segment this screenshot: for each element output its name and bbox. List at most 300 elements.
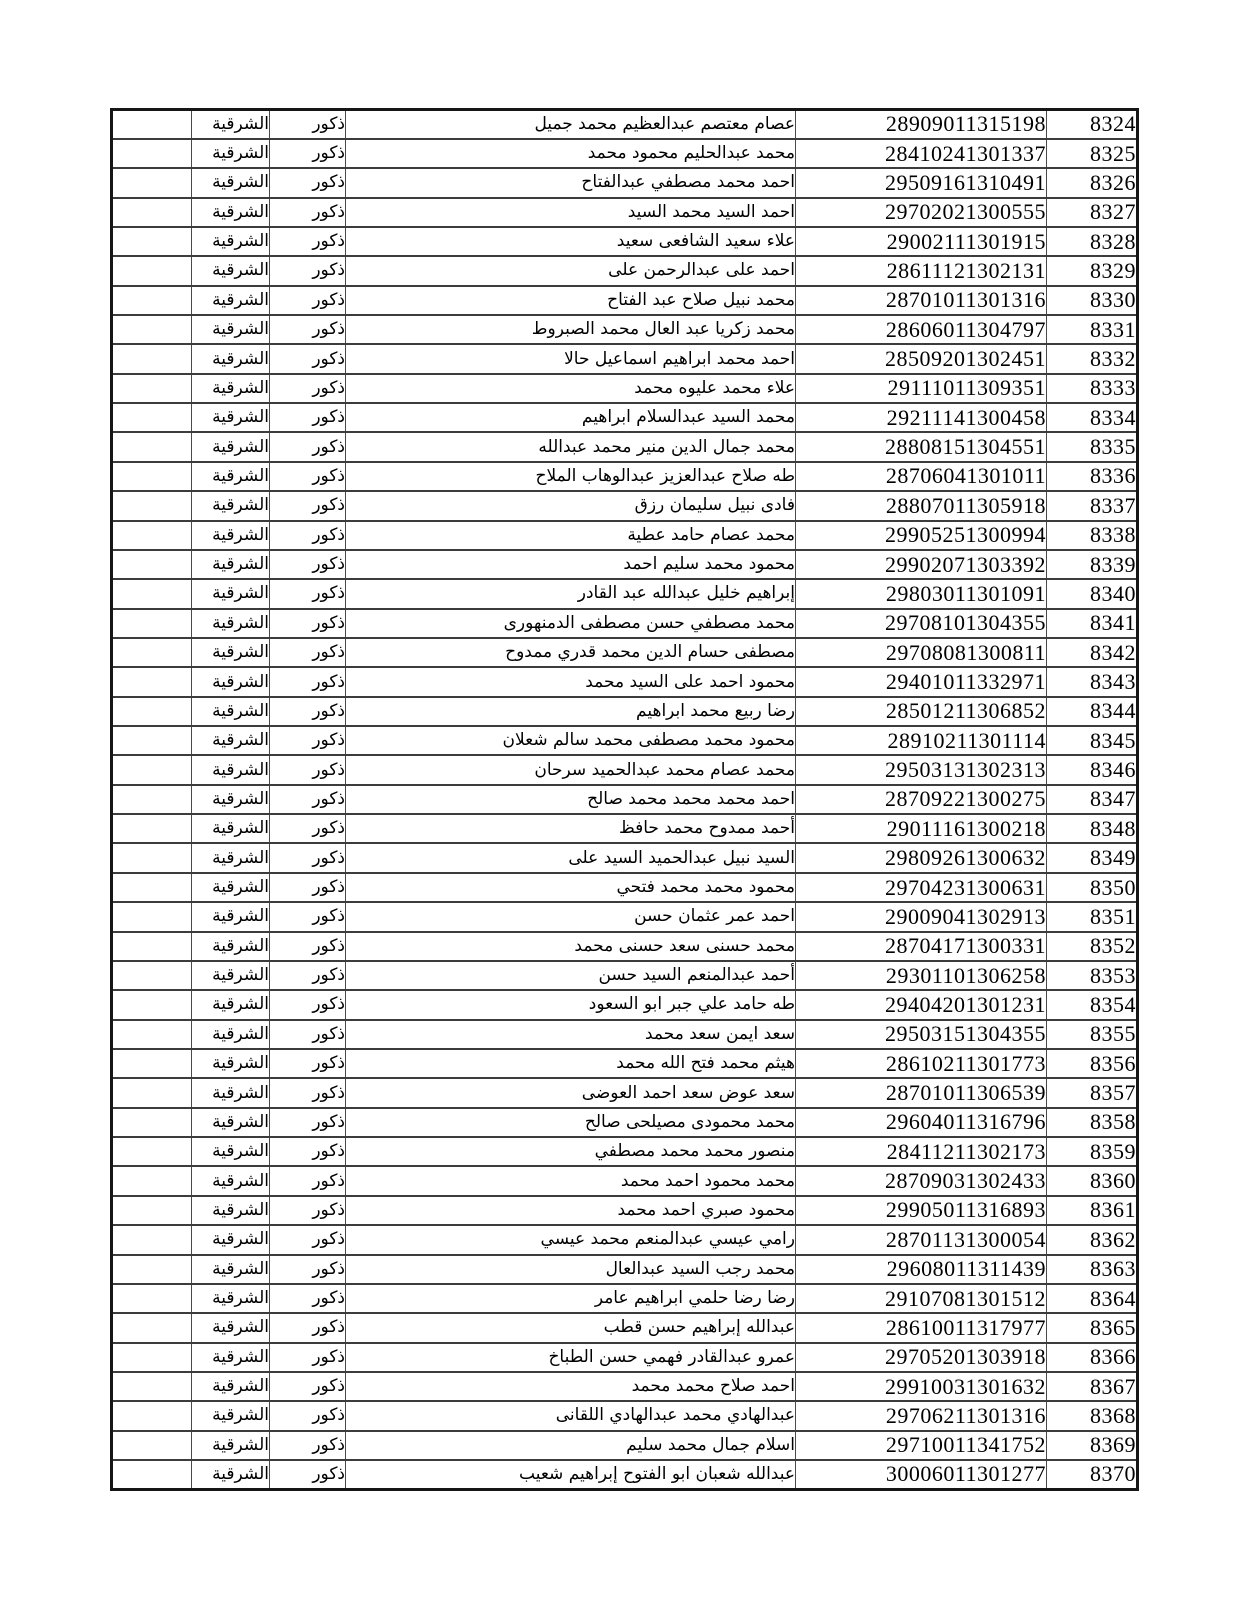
serial-cell: 8368 (1047, 1401, 1138, 1430)
name-cell: علاء سعيد الشافعى سعيد (346, 227, 796, 256)
name-cell: احمد صلاح محمد محمد (346, 1372, 796, 1401)
national-id-cell: 28701011301316 (796, 286, 1047, 315)
name-cell: عبدالله شعبان ابو الفتوح إبراهيم شعيب (346, 1460, 796, 1489)
gender-cell: ذكور (270, 521, 346, 550)
governorate-cell: الشرقية (192, 1431, 270, 1460)
empty-cell (112, 139, 192, 168)
table-row (112, 609, 1138, 638)
name-cell: أحمد عبدالمنعم السيد حسن (346, 961, 796, 990)
national-id-cell: 28701011306539 (796, 1078, 1047, 1107)
serial-cell: 8346 (1047, 755, 1138, 784)
national-id-cell: 28611121302131 (796, 256, 1047, 285)
national-id-cell: 29705201303918 (796, 1343, 1047, 1372)
name-cell: احمد السيد محمد السيد (346, 198, 796, 227)
serial-cell: 8359 (1047, 1137, 1138, 1166)
table-row (112, 374, 1138, 403)
gender-cell: ذكور (270, 491, 346, 520)
national-id-cell: 28411211302173 (796, 1137, 1047, 1166)
serial-cell: 8334 (1047, 403, 1138, 432)
table-row (112, 1255, 1138, 1284)
governorate-cell: الشرقية (192, 990, 270, 1019)
empty-cell (112, 1284, 192, 1313)
table-row (112, 814, 1138, 843)
table-row (112, 1049, 1138, 1078)
gender-cell: ذكور (270, 1166, 346, 1195)
national-id-cell: 28610211301773 (796, 1049, 1047, 1078)
serial-cell: 8369 (1047, 1431, 1138, 1460)
serial-cell: 8358 (1047, 1108, 1138, 1137)
serial-cell: 8338 (1047, 521, 1138, 550)
table-row (112, 990, 1138, 1019)
empty-cell (112, 1020, 192, 1049)
name-cell: طه حامد علي جبر ابو السعود (346, 990, 796, 1019)
governorate-cell: الشرقية (192, 139, 270, 168)
gender-cell: ذكور (270, 843, 346, 872)
empty-cell (112, 1343, 192, 1372)
name-cell: محمد حسنى سعد حسنى محمد (346, 932, 796, 961)
serial-cell: 8330 (1047, 286, 1138, 315)
table-row (112, 1313, 1138, 1342)
empty-cell (112, 1166, 192, 1195)
serial-cell: 8337 (1047, 491, 1138, 520)
table-row (112, 1225, 1138, 1254)
name-cell: محمد مصطفي حسن مصطفى الدمنهورى (346, 609, 796, 638)
gender-cell: ذكور (270, 1343, 346, 1372)
table-row (112, 432, 1138, 461)
gender-cell: ذكور (270, 462, 346, 491)
governorate-cell: الشرقية (192, 1460, 270, 1489)
governorate-cell: الشرقية (192, 1196, 270, 1225)
gender-cell: ذكور (270, 403, 346, 432)
governorate-cell: الشرقية (192, 1078, 270, 1107)
gender-cell: ذكور (270, 1108, 346, 1137)
name-cell: السيد نبيل عبدالحميد السيد على (346, 843, 796, 872)
national-id-cell: 29905011316893 (796, 1196, 1047, 1225)
national-id-cell: 29301101306258 (796, 961, 1047, 990)
table-row (112, 1284, 1138, 1313)
gender-cell: ذكور (270, 638, 346, 667)
empty-cell (112, 726, 192, 755)
serial-cell: 8336 (1047, 462, 1138, 491)
table-row (112, 198, 1138, 227)
serial-cell: 8355 (1047, 1020, 1138, 1049)
name-cell: رضا رضا حلمي ابراهيم عامر (346, 1284, 796, 1313)
gender-cell: ذكور (270, 814, 346, 843)
empty-cell (112, 550, 192, 579)
governorate-cell: الشرقية (192, 1313, 270, 1342)
gender-cell: ذكور (270, 755, 346, 784)
empty-cell (112, 990, 192, 1019)
gender-cell: ذكور (270, 961, 346, 990)
gender-cell: ذكور (270, 1401, 346, 1430)
governorate-cell: الشرقية (192, 843, 270, 872)
gender-cell: ذكور (270, 785, 346, 814)
serial-cell: 8361 (1047, 1196, 1138, 1225)
table-row (112, 1343, 1138, 1372)
gender-cell: ذكور (270, 168, 346, 197)
name-cell: محمود صبري احمد محمد (346, 1196, 796, 1225)
serial-cell: 8363 (1047, 1255, 1138, 1284)
name-cell: احمد محمد ابراهيم اسماعيل حالا (346, 344, 796, 373)
national-id-cell: 29809261300632 (796, 843, 1047, 872)
governorate-cell: الشرقية (192, 286, 270, 315)
empty-cell (112, 902, 192, 931)
empty-cell (112, 110, 192, 139)
empty-cell (112, 814, 192, 843)
gender-cell: ذكور (270, 1431, 346, 1460)
table-row (112, 286, 1138, 315)
table-row (112, 873, 1138, 902)
national-id-cell: 28509201302451 (796, 344, 1047, 373)
name-cell: احمد عمر عثمان حسن (346, 902, 796, 931)
gender-cell: ذكور (270, 609, 346, 638)
national-id-cell: 28610011317977 (796, 1313, 1047, 1342)
governorate-cell: الشرقية (192, 873, 270, 902)
governorate-cell: الشرقية (192, 168, 270, 197)
empty-cell (112, 256, 192, 285)
governorate-cell: الشرقية (192, 961, 270, 990)
governorate-cell: الشرقية (192, 814, 270, 843)
empty-cell (112, 432, 192, 461)
national-id-cell: 30006011301277 (796, 1460, 1047, 1489)
national-id-cell: 29706211301316 (796, 1401, 1047, 1430)
national-id-cell: 28606011304797 (796, 315, 1047, 344)
serial-cell: 8354 (1047, 990, 1138, 1019)
national-id-cell: 29710011341752 (796, 1431, 1047, 1460)
empty-cell (112, 755, 192, 784)
table-row (112, 256, 1138, 285)
serial-cell: 8327 (1047, 198, 1138, 227)
serial-cell: 8328 (1047, 227, 1138, 256)
name-cell: فادى نبيل سليمان رزق (346, 491, 796, 520)
governorate-cell: الشرقية (192, 638, 270, 667)
table-row (112, 1372, 1138, 1401)
empty-cell (112, 1313, 192, 1342)
empty-cell (112, 315, 192, 344)
empty-cell (112, 932, 192, 961)
governorate-cell: الشرقية (192, 785, 270, 814)
name-cell: رضا ربيع محمد ابراهيم (346, 697, 796, 726)
governorate-cell: الشرقية (192, 403, 270, 432)
table-row (112, 462, 1138, 491)
empty-cell (112, 579, 192, 608)
governorate-cell: الشرقية (192, 1343, 270, 1372)
empty-cell (112, 521, 192, 550)
serial-cell: 8341 (1047, 609, 1138, 638)
governorate-cell: الشرقية (192, 110, 270, 139)
empty-cell (112, 1401, 192, 1430)
table-row (112, 579, 1138, 608)
table-row (112, 1401, 1138, 1430)
national-id-cell: 29011161300218 (796, 814, 1047, 843)
national-id-cell: 29608011311439 (796, 1255, 1047, 1284)
national-id-cell: 28706041301011 (796, 462, 1047, 491)
gender-cell: ذكور (270, 1460, 346, 1489)
table-row (112, 110, 1138, 139)
empty-cell (112, 1225, 192, 1254)
national-id-cell: 29803011301091 (796, 579, 1047, 608)
table-row (112, 227, 1138, 256)
national-id-cell: 29503131302313 (796, 755, 1047, 784)
gender-cell: ذكور (270, 1196, 346, 1225)
name-cell: احمد محمد مصطفي عبدالفتاح (346, 168, 796, 197)
governorate-cell: الشرقية (192, 344, 270, 373)
governorate-cell: الشرقية (192, 315, 270, 344)
gender-cell: ذكور (270, 1078, 346, 1107)
table-row (112, 785, 1138, 814)
national-id-cell: 29604011316796 (796, 1108, 1047, 1137)
governorate-cell: الشرقية (192, 491, 270, 520)
national-id-cell: 29107081301512 (796, 1284, 1047, 1313)
name-cell: علاء محمد عليوه محمد (346, 374, 796, 403)
gender-cell: ذكور (270, 579, 346, 608)
name-cell: احمد محمد محمد محمد صالح (346, 785, 796, 814)
empty-cell (112, 638, 192, 667)
gender-cell: ذكور (270, 667, 346, 696)
name-cell: عبدالهادي محمد عبدالهادي اللقانى (346, 1401, 796, 1430)
serial-cell: 8364 (1047, 1284, 1138, 1313)
national-id-cell: 28709221300275 (796, 785, 1047, 814)
empty-cell (112, 168, 192, 197)
table-row (112, 139, 1138, 168)
national-id-cell: 28709031302433 (796, 1166, 1047, 1195)
empty-cell (112, 843, 192, 872)
name-cell: إبراهيم خليل عبدالله عبد القادر (346, 579, 796, 608)
national-id-cell: 28808151304551 (796, 432, 1047, 461)
serial-cell: 8349 (1047, 843, 1138, 872)
governorate-cell: الشرقية (192, 198, 270, 227)
gender-cell: ذكور (270, 139, 346, 168)
table-row (112, 1137, 1138, 1166)
national-id-cell: 28701131300054 (796, 1225, 1047, 1254)
serial-cell: 8335 (1047, 432, 1138, 461)
name-cell: محمد محمود احمد محمد (346, 1166, 796, 1195)
gender-cell: ذكور (270, 1225, 346, 1254)
name-cell: محمود محمد مصطفى محمد سالم شعلان (346, 726, 796, 755)
governorate-cell: الشرقية (192, 902, 270, 931)
gender-cell: ذكور (270, 1049, 346, 1078)
national-id-cell: 29509161310491 (796, 168, 1047, 197)
governorate-cell: الشرقية (192, 374, 270, 403)
gender-cell: ذكور (270, 1284, 346, 1313)
national-id-cell: 28501211306852 (796, 697, 1047, 726)
table-row (112, 1108, 1138, 1137)
national-id-cell: 28807011305918 (796, 491, 1047, 520)
serial-cell: 8332 (1047, 344, 1138, 373)
name-cell: اسلام جمال محمد سليم (346, 1431, 796, 1460)
name-cell: طه صلاح عبدالعزيز عبدالوهاب الملاح (346, 462, 796, 491)
empty-cell (112, 198, 192, 227)
table-row (112, 1460, 1138, 1489)
name-cell: محمد نبيل صلاح عبد الفتاح (346, 286, 796, 315)
serial-cell: 8326 (1047, 168, 1138, 197)
governorate-cell: الشرقية (192, 609, 270, 638)
governorate-cell: الشرقية (192, 256, 270, 285)
national-id-cell: 29905251300994 (796, 521, 1047, 550)
serial-cell: 8362 (1047, 1225, 1138, 1254)
table-row (112, 1020, 1138, 1049)
governorate-cell: الشرقية (192, 1137, 270, 1166)
governorate-cell: الشرقية (192, 521, 270, 550)
national-id-cell: 29503151304355 (796, 1020, 1047, 1049)
gender-cell: ذكور (270, 432, 346, 461)
gender-cell: ذكور (270, 902, 346, 931)
name-cell: محمد عصام محمد عبدالحميد سرحان (346, 755, 796, 784)
roster-table (110, 108, 1139, 1491)
national-id-cell: 29404201301231 (796, 990, 1047, 1019)
national-id-cell: 29910031301632 (796, 1372, 1047, 1401)
serial-cell: 8333 (1047, 374, 1138, 403)
governorate-cell: الشرقية (192, 1225, 270, 1254)
table-row (112, 638, 1138, 667)
table-row (112, 550, 1138, 579)
gender-cell: ذكور (270, 1313, 346, 1342)
national-id-cell: 29702021300555 (796, 198, 1047, 227)
national-id-cell: 28910211301114 (796, 726, 1047, 755)
governorate-cell: الشرقية (192, 462, 270, 491)
national-id-cell: 29111011309351 (796, 374, 1047, 403)
national-id-cell: 29002111301915 (796, 227, 1047, 256)
empty-cell (112, 785, 192, 814)
table-row (112, 1078, 1138, 1107)
name-cell: محمد السيد عبدالسلام ابراهيم (346, 403, 796, 432)
serial-cell: 8331 (1047, 315, 1138, 344)
serial-cell: 8339 (1047, 550, 1138, 579)
serial-cell: 8324 (1047, 110, 1138, 139)
table-row (112, 1431, 1138, 1460)
empty-cell (112, 1196, 192, 1225)
empty-cell (112, 1255, 192, 1284)
serial-cell: 8342 (1047, 638, 1138, 667)
serial-cell: 8329 (1047, 256, 1138, 285)
serial-cell: 8350 (1047, 873, 1138, 902)
serial-cell: 8370 (1047, 1460, 1138, 1489)
table-row (112, 755, 1138, 784)
empty-cell (112, 1372, 192, 1401)
national-id-cell: 29708101304355 (796, 609, 1047, 638)
serial-cell: 8344 (1047, 697, 1138, 726)
empty-cell (112, 374, 192, 403)
table-row (112, 902, 1138, 931)
table-row (112, 521, 1138, 550)
empty-cell (112, 344, 192, 373)
empty-cell (112, 697, 192, 726)
gender-cell: ذكور (270, 1372, 346, 1401)
name-cell: عبدالله إبراهيم حسن قطب (346, 1313, 796, 1342)
name-cell: محمود احمد على السيد محمد (346, 667, 796, 696)
name-cell: عمرو عبدالقادر فهمي حسن الطباخ (346, 1343, 796, 1372)
name-cell: منصور محمد محمد مصطفي (346, 1137, 796, 1166)
table-row (112, 1166, 1138, 1195)
empty-cell (112, 961, 192, 990)
empty-cell (112, 1078, 192, 1107)
serial-cell: 8365 (1047, 1313, 1138, 1342)
governorate-cell: الشرقية (192, 1284, 270, 1313)
table-row (112, 315, 1138, 344)
governorate-cell: الشرقية (192, 550, 270, 579)
governorate-cell: الشرقية (192, 1049, 270, 1078)
governorate-cell: الشرقية (192, 726, 270, 755)
empty-cell (112, 1460, 192, 1489)
governorate-cell: الشرقية (192, 227, 270, 256)
serial-cell: 8347 (1047, 785, 1138, 814)
national-id-cell: 29708081300811 (796, 638, 1047, 667)
name-cell: سعد ايمن سعد محمد (346, 1020, 796, 1049)
name-cell: احمد على عبدالرحمن على (346, 256, 796, 285)
gender-cell: ذكور (270, 315, 346, 344)
empty-cell (112, 403, 192, 432)
empty-cell (112, 491, 192, 520)
table-row (112, 1196, 1138, 1225)
national-id-cell: 29211141300458 (796, 403, 1047, 432)
table-row (112, 168, 1138, 197)
table-row (112, 726, 1138, 755)
serial-cell: 8325 (1047, 139, 1138, 168)
table-row (112, 344, 1138, 373)
serial-cell: 8357 (1047, 1078, 1138, 1107)
gender-cell: ذكور (270, 873, 346, 902)
table-row (112, 697, 1138, 726)
name-cell: محمد عبدالحليم محمود محمد (346, 139, 796, 168)
serial-cell: 8366 (1047, 1343, 1138, 1372)
governorate-cell: الشرقية (192, 697, 270, 726)
gender-cell: ذكور (270, 344, 346, 373)
empty-cell (112, 1049, 192, 1078)
governorate-cell: الشرقية (192, 1166, 270, 1195)
governorate-cell: الشرقية (192, 932, 270, 961)
name-cell: أحمد ممدوح محمد حافظ (346, 814, 796, 843)
governorate-cell: الشرقية (192, 667, 270, 696)
national-id-cell: 29704231300631 (796, 873, 1047, 902)
name-cell: محمد عصام حامد عطية (346, 521, 796, 550)
name-cell: عصام معتصم عبدالعظيم محمد جميل (346, 110, 796, 139)
governorate-cell: الشرقية (192, 1108, 270, 1137)
empty-cell (112, 873, 192, 902)
name-cell: سعد عوض سعد احمد العوضى (346, 1078, 796, 1107)
gender-cell: ذكور (270, 1020, 346, 1049)
governorate-cell: الشرقية (192, 579, 270, 608)
governorate-cell: الشرقية (192, 1372, 270, 1401)
name-cell: محمد رجب السيد عبدالعال (346, 1255, 796, 1284)
table-row (112, 491, 1138, 520)
empty-cell (112, 667, 192, 696)
table-row (112, 403, 1138, 432)
table-row (112, 667, 1138, 696)
name-cell: مصطفى حسام الدين محمد قدري ممدوح (346, 638, 796, 667)
name-cell: محمد جمال الدين منير محمد عبدالله (346, 432, 796, 461)
serial-cell: 8352 (1047, 932, 1138, 961)
empty-cell (112, 1137, 192, 1166)
serial-cell: 8360 (1047, 1166, 1138, 1195)
gender-cell: ذكور (270, 990, 346, 1019)
name-cell: محمد زكريا عبد العال محمد الصبروط (346, 315, 796, 344)
governorate-cell: الشرقية (192, 755, 270, 784)
serial-cell: 8353 (1047, 961, 1138, 990)
table-row (112, 961, 1138, 990)
gender-cell: ذكور (270, 374, 346, 403)
serial-cell: 8348 (1047, 814, 1138, 843)
governorate-cell: الشرقية (192, 432, 270, 461)
gender-cell: ذكور (270, 110, 346, 139)
gender-cell: ذكور (270, 932, 346, 961)
name-cell: هيثم محمد فتح الله محمد (346, 1049, 796, 1078)
national-id-cell: 28410241301337 (796, 139, 1047, 168)
gender-cell: ذكور (270, 697, 346, 726)
name-cell: محمد محمودى مصيلحى صالح (346, 1108, 796, 1137)
serial-cell: 8340 (1047, 579, 1138, 608)
serial-cell: 8345 (1047, 726, 1138, 755)
gender-cell: ذكور (270, 1137, 346, 1166)
